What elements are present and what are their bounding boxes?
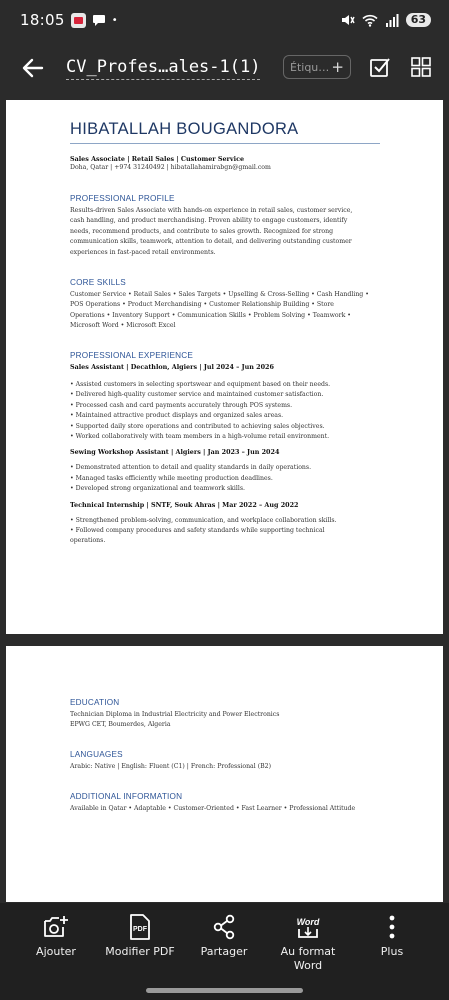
edit-pdf-button[interactable] (95, 913, 185, 959)
status-right (340, 13, 431, 27)
profile-title: PROFESSIONAL PROFILE (70, 194, 175, 203)
profile-text (70, 206, 352, 258)
pdf-edit-icon (128, 913, 152, 941)
job-bullet: • Supported daily store operations and contributed to achieving sales objectives. (70, 422, 325, 430)
job-bullet: • Demonstrated attention to detail and quality standards in daily operations. (70, 464, 312, 472)
document-page-1[interactable] (6, 100, 443, 634)
share-button[interactable] (179, 913, 269, 959)
job-bullet: • Worked collaboratively with team members in a high-volume retail environment. (70, 433, 330, 441)
profile-line: experiences in fast-paced retail environments. (70, 248, 216, 256)
add-label: Ajouter (36, 945, 76, 958)
job-heading: Sales Assistant | Decathlon, Algiers | Jul 2024 – Jun 2026 (70, 363, 274, 371)
app-notification-icon (71, 13, 86, 28)
skills-title: CORE SKILLS (70, 278, 126, 287)
status-time: 18:05 (20, 11, 65, 29)
job-bullet: • Delivered high-quality customer service and maintained customer satisfaction. (70, 391, 324, 399)
chat-bubble-icon (92, 13, 106, 27)
education-line: EPWG CET, Boumerdes, Algeria (70, 721, 171, 729)
signal-icon (385, 14, 399, 27)
battery-indicator: 63 (406, 13, 431, 27)
education-section (70, 698, 279, 731)
additional-section (70, 792, 355, 814)
profile-line: needs, recommend products, and contribute to sales growth. Recognized for strong (70, 227, 334, 235)
profile-line: communication skills, teamwork, attention to detail, and delivering outstanding customer (70, 238, 352, 246)
export-word-button[interactable] (263, 913, 353, 973)
job-bullet: • Strengthened problem-solving, communication, and workplace collaboration skills. (70, 516, 337, 524)
education-title: EDUCATION (70, 698, 120, 707)
profile-section (70, 194, 352, 258)
job-bullet: • Maintained attractive product displays and organized sales areas. (70, 412, 284, 420)
skills-line: Microsoft Word • Microsoft Excel (70, 322, 176, 330)
share-label: Partager (200, 945, 248, 958)
job-bullets (70, 516, 337, 547)
toolbar (0, 46, 449, 90)
additional-title: ADDITIONAL INFORMATION (70, 792, 183, 801)
skills-text (70, 290, 369, 332)
home-indicator[interactable] (146, 988, 303, 993)
job-heading: Sewing Workshop Assistant | Algiers | Jan 2023 – Jun 2024 (70, 448, 280, 457)
languages-section (70, 750, 271, 772)
job-bullet: • Assisted customers in selecting sportswear and equipment based on their needs. (70, 381, 331, 388)
more-vertical-icon (387, 914, 397, 940)
experience-title: PROFESSIONAL EXPERIENCE (70, 351, 194, 360)
cv-name: HIBATALLAH BOUGANDORA (70, 120, 299, 138)
education-text (70, 710, 279, 731)
job-bullets (70, 380, 337, 442)
select-checkbox-icon[interactable] (369, 56, 391, 78)
skills-section (70, 278, 369, 332)
mute-icon (340, 13, 355, 27)
edit-pdf-label: Modifier PDF (105, 945, 175, 958)
back-arrow-icon[interactable] (18, 53, 48, 83)
bottom-action-bar (0, 903, 449, 1000)
job-bullet: • Managed tasks efficiently while meeting production deadlines. (70, 474, 273, 482)
job-bullet: • Processed cash and card payments accurately through POS systems. (70, 401, 293, 409)
add-photo-icon (42, 914, 70, 940)
grid-view-icon[interactable] (410, 56, 432, 78)
experience-section (70, 351, 337, 547)
languages-title: LANGUAGES (70, 750, 123, 759)
profile-line: cash handling, and product merchandising. Proven ability to engage customers, identify (70, 217, 348, 225)
export-word-label: Au format Word (280, 945, 336, 972)
job-bullet: • Followed company procedures and safety standards while supporting technical (70, 527, 325, 535)
add-tag-icon[interactable]: + (331, 58, 344, 76)
more-button[interactable] (347, 913, 437, 959)
add-button[interactable] (11, 913, 101, 959)
svg-text:PDF: PDF (133, 926, 147, 933)
name-divider (70, 143, 380, 144)
tag-field[interactable] (283, 55, 351, 79)
job-bullet: operations. (70, 537, 106, 545)
job-bullet: • Developed strong organizational and teamwork skills. (70, 485, 245, 493)
job-heading: Technical Internship | SNTF, Souk Ahras | Mar 2022 – Aug 2022 (70, 500, 299, 509)
skills-line: Operations • Inventory Support • Communication Skills • Problem Solving • Teamwork • (70, 311, 351, 319)
header-block (70, 155, 271, 173)
document-title[interactable]: CV_Profes…ales-1(1) (66, 57, 260, 80)
education-line: Technician Diploma in Industrial Electricity and Power Electronics (70, 711, 280, 718)
share-icon (212, 914, 236, 940)
cv-contact: Doha, Qatar | +974 31240492 | hibatallahamirabgn@gmail.com (70, 164, 271, 171)
skills-line: POS Operations • Product Merchandising • Customer Relationship Building • Store (70, 301, 334, 309)
more-label: Plus (380, 945, 404, 958)
document-page-2[interactable] (6, 646, 443, 902)
wifi-icon (362, 14, 378, 27)
status-bar (0, 0, 449, 40)
skills-line: Customer Service • Retail Sales • Sales Targets • Upselling & Cross-Selling • Cash Handling • (70, 291, 369, 298)
job-bullets (70, 463, 337, 494)
tag-placeholder: Étiqu… (290, 60, 330, 74)
cv-headline: Sales Associate | Retail Sales | Customer Service (70, 155, 245, 163)
word-icon (293, 913, 323, 941)
languages-line: Arabic: Native | English: Fluent (C1) | French: Professional (B2) (70, 763, 272, 770)
status-left (20, 11, 118, 29)
additional-line: Available in Qatar • Adaptable • Customer-Oriented • Fast Learner • Professional Attitude (70, 805, 356, 812)
svg-text:Word: Word (296, 917, 320, 927)
profile-line: Results-driven Sales Associate with hands-on experience in retail sales, customer service, (70, 207, 353, 214)
notification-dot: • (111, 14, 118, 26)
